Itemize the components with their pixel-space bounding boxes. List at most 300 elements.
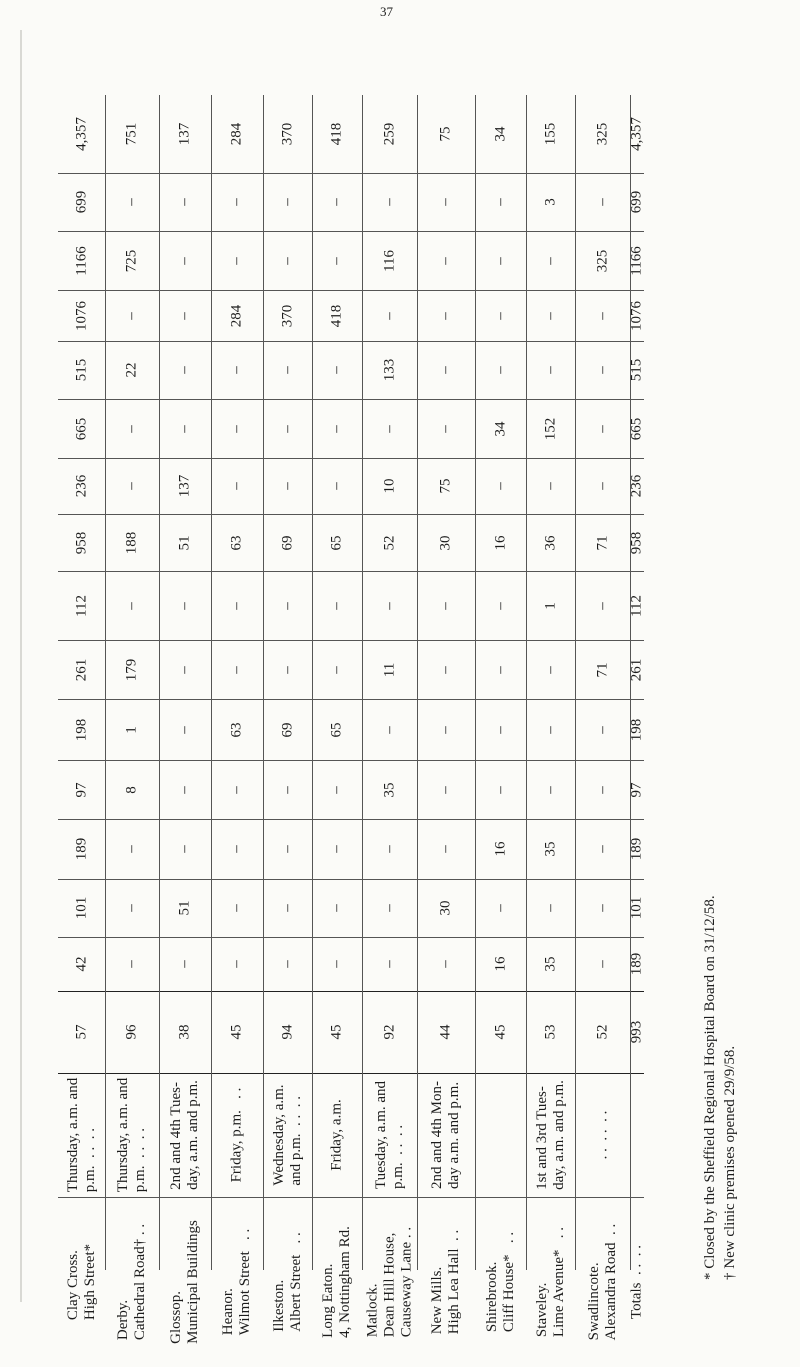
table-cell [58, 173, 105, 231]
cell-value: 92 [381, 1024, 397, 1040]
table-cell [475, 640, 526, 699]
table-cell [526, 341, 575, 399]
cell-value: 259 [381, 122, 397, 146]
table-cell [211, 879, 263, 937]
table-cell [159, 699, 211, 760]
cell-value: 69 [279, 535, 295, 550]
table-cell [475, 514, 526, 571]
cell-value: 35 [542, 841, 558, 857]
table-cell [417, 879, 475, 937]
table-cell [575, 879, 630, 937]
cell-value: 370 [279, 304, 295, 327]
table-cell [263, 290, 312, 341]
cell-value: 3 [542, 198, 558, 206]
session-text: 2nd and 4th Tues- day, a.m. and p.m. [168, 1080, 201, 1190]
table-cell [159, 514, 211, 571]
cell-value: 45 [492, 1024, 508, 1040]
cell-value: 45 [328, 1024, 345, 1040]
cell-value: – [381, 424, 397, 433]
table-cell [263, 571, 312, 640]
cell-value: – [328, 424, 345, 433]
table-cell [362, 571, 417, 640]
cell-value: – [176, 785, 193, 794]
cell-value: 65 [328, 722, 345, 737]
cell-value: – [542, 904, 558, 912]
cell-value: 1166 [628, 245, 645, 276]
table-cell [630, 937, 644, 991]
table-cell [58, 991, 105, 1073]
cell-value: 515 [73, 358, 89, 382]
cell-value: 38 [176, 1024, 193, 1040]
table-cell [312, 399, 362, 458]
cell-value: 16 [492, 956, 508, 972]
session-text: Friday, p.m. . . [228, 1087, 245, 1183]
table-cell [475, 879, 526, 937]
table-cell [475, 95, 526, 173]
table-cell [312, 991, 362, 1073]
table-cell [105, 231, 159, 290]
cell-value: 137 [176, 122, 193, 146]
cell-value: – [176, 725, 193, 734]
cell-value: – [328, 845, 345, 853]
cell-value: 261 [73, 658, 89, 681]
table-cell [526, 760, 575, 819]
cell-value: – [176, 256, 193, 265]
cell-value: – [492, 665, 508, 674]
clinic-name: Totals . . . . [628, 1245, 645, 1319]
table-cell [159, 571, 211, 640]
cell-value: – [328, 601, 345, 610]
cell-value: – [381, 601, 397, 610]
cell-value: 198 [73, 718, 89, 741]
clinic-name-cell [362, 1197, 417, 1367]
cell-value: 34 [492, 126, 508, 142]
table-cell [58, 640, 105, 699]
cell-value: 418 [328, 304, 345, 327]
table-cell [105, 937, 159, 991]
cell-value: – [228, 198, 245, 206]
table-cell [575, 173, 630, 231]
session-text: Friday, a.m. [328, 1099, 345, 1171]
clinic-name-cell [105, 1197, 159, 1367]
cell-value: – [492, 601, 508, 610]
cell-value: – [437, 785, 454, 794]
cell-value: – [594, 725, 610, 734]
table-cell [58, 937, 105, 991]
cell-value: – [492, 904, 508, 912]
table-cell [575, 399, 630, 458]
table-cell [526, 937, 575, 991]
table-cell [362, 879, 417, 937]
cell-value: – [594, 601, 610, 610]
table-cell [417, 699, 475, 760]
table-cell [159, 290, 211, 341]
table-cell [105, 819, 159, 879]
cell-value: 188 [123, 531, 140, 554]
cell-value: 155 [542, 122, 558, 146]
cell-value: 8 [123, 785, 140, 794]
table-cell [475, 760, 526, 819]
table-cell [575, 458, 630, 514]
cell-value: – [228, 960, 245, 968]
table-cell [159, 458, 211, 514]
clinic-name: Long Eaton. 4, Nottingham Rd. [320, 1226, 353, 1338]
table-cell [159, 341, 211, 399]
cell-value: – [228, 665, 245, 674]
footnote-new-premises: † New clinic premises opened 29/9/58. [722, 1045, 738, 1280]
session-cell [312, 1073, 362, 1197]
cell-value: 97 [628, 782, 645, 797]
cell-value: – [594, 198, 610, 206]
table-cell [211, 290, 263, 341]
table-cell [630, 514, 644, 571]
table-cell [475, 231, 526, 290]
session-cell [526, 1073, 575, 1197]
cell-value: 65 [328, 535, 345, 550]
clinic-name: Swadlincote. Alexandra Road . . [585, 1223, 619, 1341]
cell-value: – [437, 665, 454, 674]
table-cell [263, 699, 312, 760]
cell-value: 370 [279, 122, 295, 146]
table-cell [58, 95, 105, 173]
cell-value: – [381, 904, 397, 912]
table-cell [630, 571, 644, 640]
table-cell [312, 571, 362, 640]
cell-value: 45 [228, 1024, 245, 1040]
cell-value: – [492, 725, 508, 734]
scan-edge [20, 30, 22, 1302]
table-cell [312, 937, 362, 991]
clinic-name: New Mills. High Lea Hall . . [429, 1229, 462, 1335]
cell-value: 22 [123, 362, 140, 378]
table-cell [263, 514, 312, 571]
cell-value: – [437, 845, 454, 853]
table-cell [630, 879, 644, 937]
cell-value: 1076 [73, 300, 89, 331]
cell-value: 993 [628, 1020, 645, 1044]
table-cell [211, 231, 263, 290]
table-cell [630, 699, 644, 760]
cell-value: 63 [228, 535, 245, 550]
cell-value: – [123, 960, 140, 968]
table-cell [263, 458, 312, 514]
table-cell [105, 760, 159, 819]
table-cell [417, 991, 475, 1073]
table-cell [312, 640, 362, 699]
table-cell [105, 514, 159, 571]
table-cell [211, 991, 263, 1073]
cell-value: 958 [628, 531, 645, 554]
cell-value: – [542, 482, 558, 490]
cell-value: 42 [73, 956, 89, 972]
table-cell [263, 879, 312, 937]
table-cell [211, 640, 263, 699]
table-cell [575, 991, 630, 1073]
cell-value: 63 [228, 722, 245, 737]
table-cell [58, 458, 105, 514]
table-cell [263, 399, 312, 458]
table-cell [362, 699, 417, 760]
table-cell [362, 458, 417, 514]
cell-value: – [176, 198, 193, 206]
clinic-name-cell [526, 1197, 575, 1367]
session-cell [105, 1073, 159, 1197]
cell-value: – [176, 601, 193, 610]
cell-value: – [176, 665, 193, 674]
clinic-name: Heanor. Wilmot Street . . [220, 1228, 253, 1336]
cell-value: – [279, 256, 295, 265]
table-cell [362, 991, 417, 1073]
table-cell [362, 514, 417, 571]
table-cell [211, 571, 263, 640]
cell-value: 101 [73, 896, 89, 920]
cell-value: 1166 [73, 245, 89, 276]
clinic-name: Ilkeston. Albert Street . . [270, 1232, 304, 1332]
table-cell [211, 699, 263, 760]
table-cell [58, 571, 105, 640]
table-cell [526, 231, 575, 290]
session-text: Thursday, a.m. and p.m. . . . . [64, 1077, 98, 1193]
table-cell [630, 231, 644, 290]
cell-value: – [542, 366, 558, 374]
cell-value: – [437, 960, 454, 968]
cell-value: 665 [628, 417, 645, 440]
cell-value: 52 [594, 1024, 610, 1040]
clinic-name: Staveley. Lime Avenue* . . [533, 1226, 567, 1338]
table-cell [105, 458, 159, 514]
cell-value: – [492, 311, 508, 320]
table-cell [362, 231, 417, 290]
table-cell [417, 231, 475, 290]
table-cell [362, 341, 417, 399]
cell-value: – [228, 256, 245, 265]
clinic-name-cell [630, 1197, 644, 1367]
clinic-name-cell [211, 1197, 263, 1367]
table-cell [417, 399, 475, 458]
table-cell [211, 760, 263, 819]
table-cell [475, 173, 526, 231]
table-cell [575, 640, 630, 699]
table-cell [105, 173, 159, 231]
table-cell [263, 991, 312, 1073]
table-cell [575, 937, 630, 991]
session-text: 2nd and 4th Mon- day a.m. and p.m. [429, 1081, 462, 1189]
cell-value: 4,357 [628, 117, 645, 151]
cell-value: 112 [73, 594, 89, 617]
cell-value: 189 [628, 952, 645, 976]
cell-value: – [328, 785, 345, 794]
table-cell [312, 819, 362, 879]
cell-value: 725 [123, 249, 140, 272]
table-cell [575, 95, 630, 173]
cell-value: – [594, 845, 610, 853]
cell-value: 96 [123, 1024, 140, 1040]
cell-value: – [228, 785, 245, 794]
clinic-name: Matlock. Dean Hill House, Causeway Lane . . [364, 1226, 414, 1338]
cell-value: 51 [176, 535, 193, 550]
table-cell [159, 879, 211, 937]
clinic-name-cell [475, 1197, 526, 1367]
clinic-attendance-table [58, 95, 645, 1344]
table-cell [526, 571, 575, 640]
cell-value: – [279, 785, 295, 794]
cell-value: – [492, 198, 508, 206]
session-cell [159, 1073, 211, 1197]
table-cell [58, 290, 105, 341]
cell-value: 325 [594, 249, 610, 272]
table-cell [263, 95, 312, 173]
table-cell [263, 231, 312, 290]
cell-value: – [228, 366, 245, 374]
table-cell [417, 341, 475, 399]
table-cell [362, 173, 417, 231]
table-cell [263, 173, 312, 231]
table-cell [312, 231, 362, 290]
cell-value: – [123, 311, 140, 320]
cell-value: – [437, 601, 454, 610]
page-number: 37 [380, 4, 393, 19]
cell-value: 116 [381, 249, 397, 272]
cell-value: – [328, 256, 345, 265]
table-cell [475, 991, 526, 1073]
cell-value: 30 [437, 900, 454, 916]
cell-value: 418 [328, 122, 345, 146]
cell-value: 284 [228, 122, 245, 146]
table-cell [362, 760, 417, 819]
table-cell [526, 819, 575, 879]
clinic-name-cell [159, 1197, 211, 1367]
cell-value: – [381, 725, 397, 734]
session-cell [211, 1073, 263, 1197]
table-cell [58, 819, 105, 879]
cell-value: 11 [381, 662, 397, 677]
session-cell [417, 1073, 475, 1197]
table-cell [417, 760, 475, 819]
table-cell [105, 341, 159, 399]
cell-value: 16 [492, 841, 508, 857]
cell-value: 1076 [628, 300, 645, 331]
cell-value: 699 [73, 190, 89, 214]
cell-value: – [123, 601, 140, 610]
table-cell [211, 458, 263, 514]
table-cell [575, 819, 630, 879]
cell-value: – [123, 845, 140, 853]
table-cell [312, 760, 362, 819]
cell-value: 16 [492, 535, 508, 550]
cell-value: 10 [381, 478, 397, 494]
session-text: Tuesday, a.m. and p.m. . . . . [372, 1080, 406, 1190]
table-cell [58, 341, 105, 399]
table-cell [575, 290, 630, 341]
cell-value: – [328, 482, 345, 490]
table-cell [630, 640, 644, 699]
session-text: Thursday, a.m. and p.m. . . . . [115, 1077, 148, 1193]
clinic-name: Derby. Cathedral Road† . . [115, 1223, 148, 1341]
cell-value: – [228, 904, 245, 912]
cell-value: 515 [628, 358, 645, 382]
cell-value: – [594, 311, 610, 320]
cell-value: – [279, 845, 295, 853]
table-cell [630, 819, 644, 879]
cell-value: – [381, 198, 397, 206]
cell-value: – [176, 960, 193, 968]
table-cell [211, 399, 263, 458]
cell-value: 699 [628, 190, 645, 214]
table-cell [263, 819, 312, 879]
table-cell [417, 514, 475, 571]
table-cell [211, 937, 263, 991]
table-cell [211, 819, 263, 879]
table-cell [575, 699, 630, 760]
table-cell [105, 290, 159, 341]
cell-value: – [279, 482, 295, 490]
cell-value: – [228, 601, 245, 610]
table-cell [630, 458, 644, 514]
table-cell [211, 173, 263, 231]
cell-value: 179 [123, 658, 140, 681]
cell-value: 133 [381, 358, 397, 382]
cell-value: 57 [73, 1024, 89, 1040]
table-cell [159, 991, 211, 1073]
cell-value: 30 [437, 535, 454, 550]
table-cell [526, 290, 575, 341]
cell-value: – [437, 366, 454, 374]
table-cell [630, 991, 644, 1073]
table-cell [263, 760, 312, 819]
cell-value: 94 [279, 1024, 295, 1040]
table-cell [211, 514, 263, 571]
cell-value: – [328, 198, 345, 206]
cell-value: – [123, 198, 140, 206]
table-cell [417, 95, 475, 173]
table-cell [105, 399, 159, 458]
clinic-name-cell [263, 1197, 312, 1367]
table-cell [312, 173, 362, 231]
cell-value: – [542, 256, 558, 265]
table-cell [159, 640, 211, 699]
table-cell [417, 173, 475, 231]
table-cell [526, 173, 575, 231]
cell-value: 71 [594, 535, 610, 550]
table-cell [526, 699, 575, 760]
cell-value: – [279, 960, 295, 968]
cell-value: 97 [73, 782, 89, 797]
table-cell [263, 937, 312, 991]
table-cell [417, 937, 475, 991]
cell-value: – [437, 256, 454, 265]
table-cell [211, 341, 263, 399]
table-cell [630, 95, 644, 173]
table-cell [575, 514, 630, 571]
cell-value: – [228, 424, 245, 433]
cell-value: 137 [176, 474, 193, 498]
cell-value: – [279, 366, 295, 374]
table-cell [58, 699, 105, 760]
cell-value: 198 [628, 718, 645, 741]
cell-value: – [437, 725, 454, 734]
cell-value: – [542, 725, 558, 734]
table-cell [417, 640, 475, 699]
cell-value: – [279, 198, 295, 206]
table-cell [105, 699, 159, 760]
cell-value: 958 [73, 531, 89, 554]
table-cell [526, 514, 575, 571]
table-cell [312, 458, 362, 514]
cell-value: 75 [437, 126, 454, 142]
clinic-name-cell [417, 1197, 475, 1367]
cell-value: 189 [628, 837, 645, 861]
table-cell [58, 760, 105, 819]
